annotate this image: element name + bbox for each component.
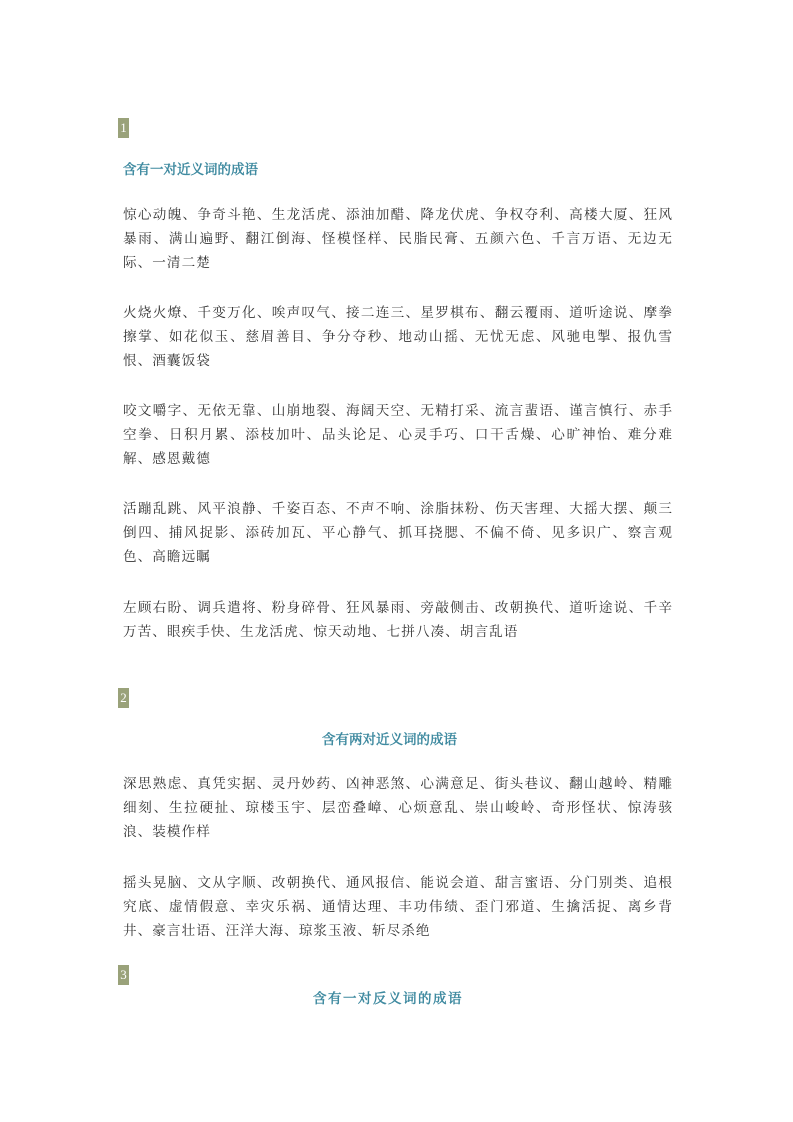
section-heading: 含有一对反义词的成语	[313, 991, 463, 1007]
section-number-badge: 1	[118, 118, 129, 138]
section-number-badge: 2	[118, 688, 129, 708]
section-heading: 含有一对近义词的成语	[123, 162, 258, 178]
idiom-paragraph: 活蹦乱跳、风平浪静、千姿百态、不声不响、涂脂抹粉、伤天害理、大摇大摆、颠三倒四、捕风捉影、添砖加瓦、平心静气、抓耳挠腮、不偏不倚、见多识广、察言观色、高瞻远瞩	[123, 501, 673, 565]
idiom-paragraph: 摇头晃脑、文从字顺、改朝换代、通风报信、能说会道、甜言蜜语、分门别类、追根究底、虚情假意、幸灾乐祸、通情达理、丰功伟绩、歪门邪道、生擒活捉、离乡背井、豪言壮语、汪洋大海、琼浆玉液、斩尽杀绝	[123, 875, 673, 939]
section-heading: 含有两对近义词的成语	[322, 732, 457, 748]
idiom-paragraph: 深思熟虑、真凭实据、灵丹妙药、凶神恶煞、心满意足、街头巷议、翻山越岭、精雕细刻、生拉硬扯、琼楼玉宇、层峦叠嶂、心烦意乱、崇山峻岭、奇形怪状、惊涛骇浪、装模作样	[123, 776, 673, 840]
idiom-paragraph: 左顾右盼、调兵遣将、粉身碎骨、狂风暴雨、旁敲侧击、改朝换代、道听途说、千辛万苦、眼疾手快、生龙活虎、惊天动地、七拼八凑、胡言乱语	[123, 600, 673, 640]
idiom-paragraph: 火烧火燎、千变万化、唉声叹气、接二连三、星罗棋布、翻云覆雨、道听途说、摩拳擦掌、如花似玉、慈眉善目、争分夺秒、地动山摇、无忧无虑、风驰电掣、报仇雪恨、酒囊饭袋	[123, 305, 673, 369]
idiom-paragraph: 咬文嚼字、无依无靠、山崩地裂、海阔天空、无精打采、流言蜚语、谨言慎行、赤手空拳、日积月累、添枝加叶、品头论足、心灵手巧、口干舌燥、心旷神怡、难分难解、感恩戴德	[123, 403, 673, 467]
idiom-paragraph: 惊心动魄、争奇斗艳、生龙活虎、添油加醋、降龙伏虎、争权夺利、高楼大厦、狂风暴雨、满山遍野、翻江倒海、怪模怪样、民脂民膏、五颜六色、千言万语、无边无际、一清二楚	[123, 207, 673, 271]
section-number-badge: 3	[118, 965, 129, 985]
